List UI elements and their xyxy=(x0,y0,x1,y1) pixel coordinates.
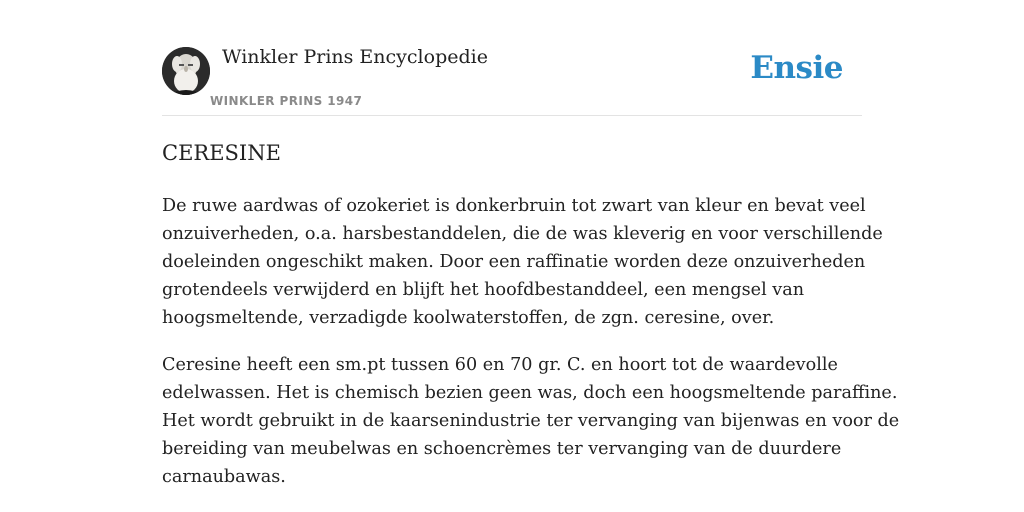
article-title: CERESINE xyxy=(162,141,281,165)
paragraph-line: onzuiverheden, o.a. harsbestanddelen, die de was kleverig en voor verschillende xyxy=(162,224,883,244)
source-subtitle-link[interactable]: WINKLER PRINS 1947 xyxy=(210,94,363,108)
paragraph-line: Het wordt gebruikt in de kaarsenindustrie ter vervanging van bijenwas en voor de xyxy=(162,411,900,431)
paragraph-line: doeleinden ongeschikt maken. Door een raffinatie worden deze onzuiverheden xyxy=(162,252,866,272)
paragraph-line: grotendeels verwijderd en blijft het hoofdbestanddeel, een mengsel van xyxy=(162,280,805,300)
paragraph-line: hoogsmeltende, verzadigde koolwaterstoffen, de zgn. ceresine, over. xyxy=(162,308,775,328)
paragraph-line: bereiding van meubelwas en schoencrèmes ter vervanging van de duurdere xyxy=(162,439,842,459)
article-paragraph xyxy=(162,192,883,332)
article-paragraph xyxy=(162,351,900,491)
ensie-logo[interactable]: Ensie xyxy=(750,50,843,86)
source-header xyxy=(162,40,862,116)
paragraph-line: De ruwe aardwas of ozokeriet is donkerbruin tot zwart van kleur en bevat veel xyxy=(162,196,866,216)
paragraph-line: edelwassen. Het is chemisch bezien geen was, doch een hoogsmeltende paraffine. xyxy=(162,383,898,403)
paragraph-line: Ceresine heeft een sm.pt tussen 60 en 70 gr. C. en hoort tot de waardevolle xyxy=(162,355,838,375)
article-body xyxy=(162,192,900,510)
paragraph-line: carnaubawas. xyxy=(162,467,286,487)
author-portrait-icon[interactable] xyxy=(162,47,210,95)
source-title-link[interactable]: Winkler Prins Encyclopedie xyxy=(222,46,488,68)
